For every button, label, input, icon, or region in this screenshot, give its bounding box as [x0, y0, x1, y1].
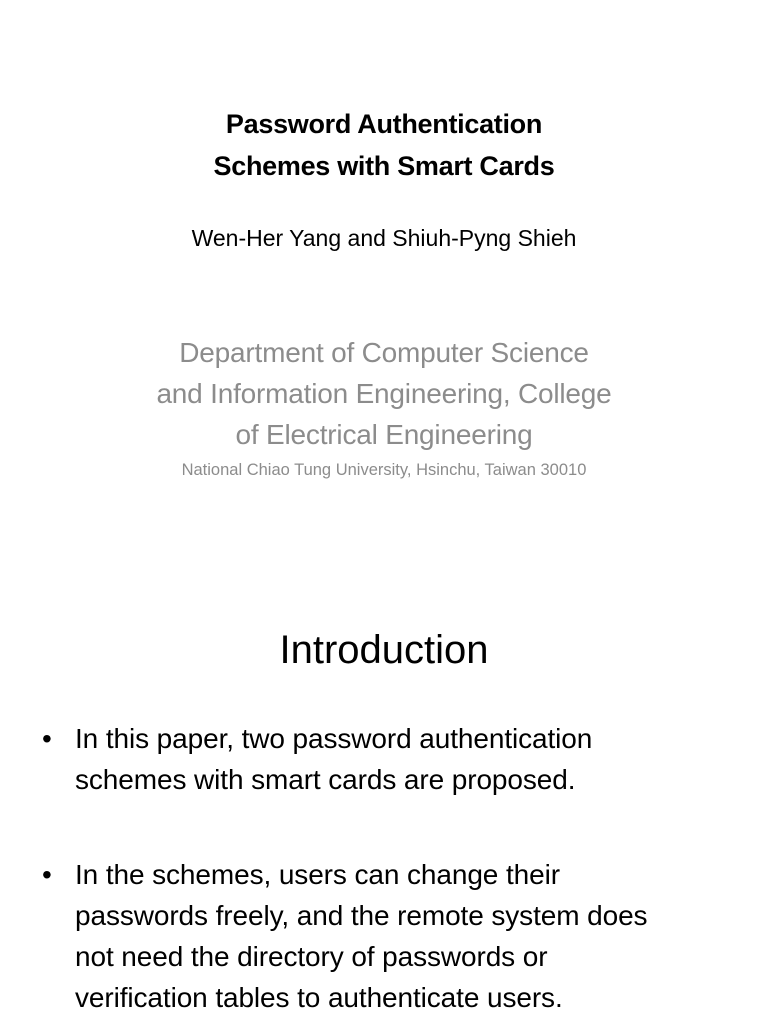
- bullet-line: In the schemes, users can change their: [75, 859, 560, 890]
- bullet-item: [42, 854, 742, 1018]
- introduction-heading: Introduction: [279, 628, 489, 672]
- university: National Chiao Tung University, Hsinchu, Taiwan 30010: [181, 461, 587, 479]
- bullet-icon: •: [42, 723, 52, 754]
- department-line-2: and Information Engineering, College: [156, 378, 612, 409]
- bullet-item: [42, 718, 742, 800]
- title-line-2: Schemes with Smart Cards: [213, 151, 555, 181]
- department-line-3: of Electrical Engineering: [235, 419, 533, 450]
- bullet-line: passwords freely, and the remote system does: [75, 900, 648, 931]
- bullet-list: [42, 718, 742, 1018]
- bullet-line: not need the directory of passwords or: [75, 941, 548, 972]
- bullet-line: schemes with smart cards are proposed.: [75, 764, 576, 795]
- bullet-icon: •: [42, 859, 52, 890]
- introduction-slide: [0, 560, 768, 1024]
- authors: Wen-Her Yang and Shiuh-Pyng Shieh: [191, 225, 577, 251]
- bullet-line: verification tables to authenticate users.: [75, 982, 563, 1013]
- department-line-1: Department of Computer Science: [179, 337, 589, 368]
- title-line-1: Password Authentication: [225, 109, 543, 139]
- bullet-line: In this paper, two password authentication: [75, 723, 593, 754]
- affiliation: [0, 332, 768, 485]
- slide-title: [0, 103, 768, 187]
